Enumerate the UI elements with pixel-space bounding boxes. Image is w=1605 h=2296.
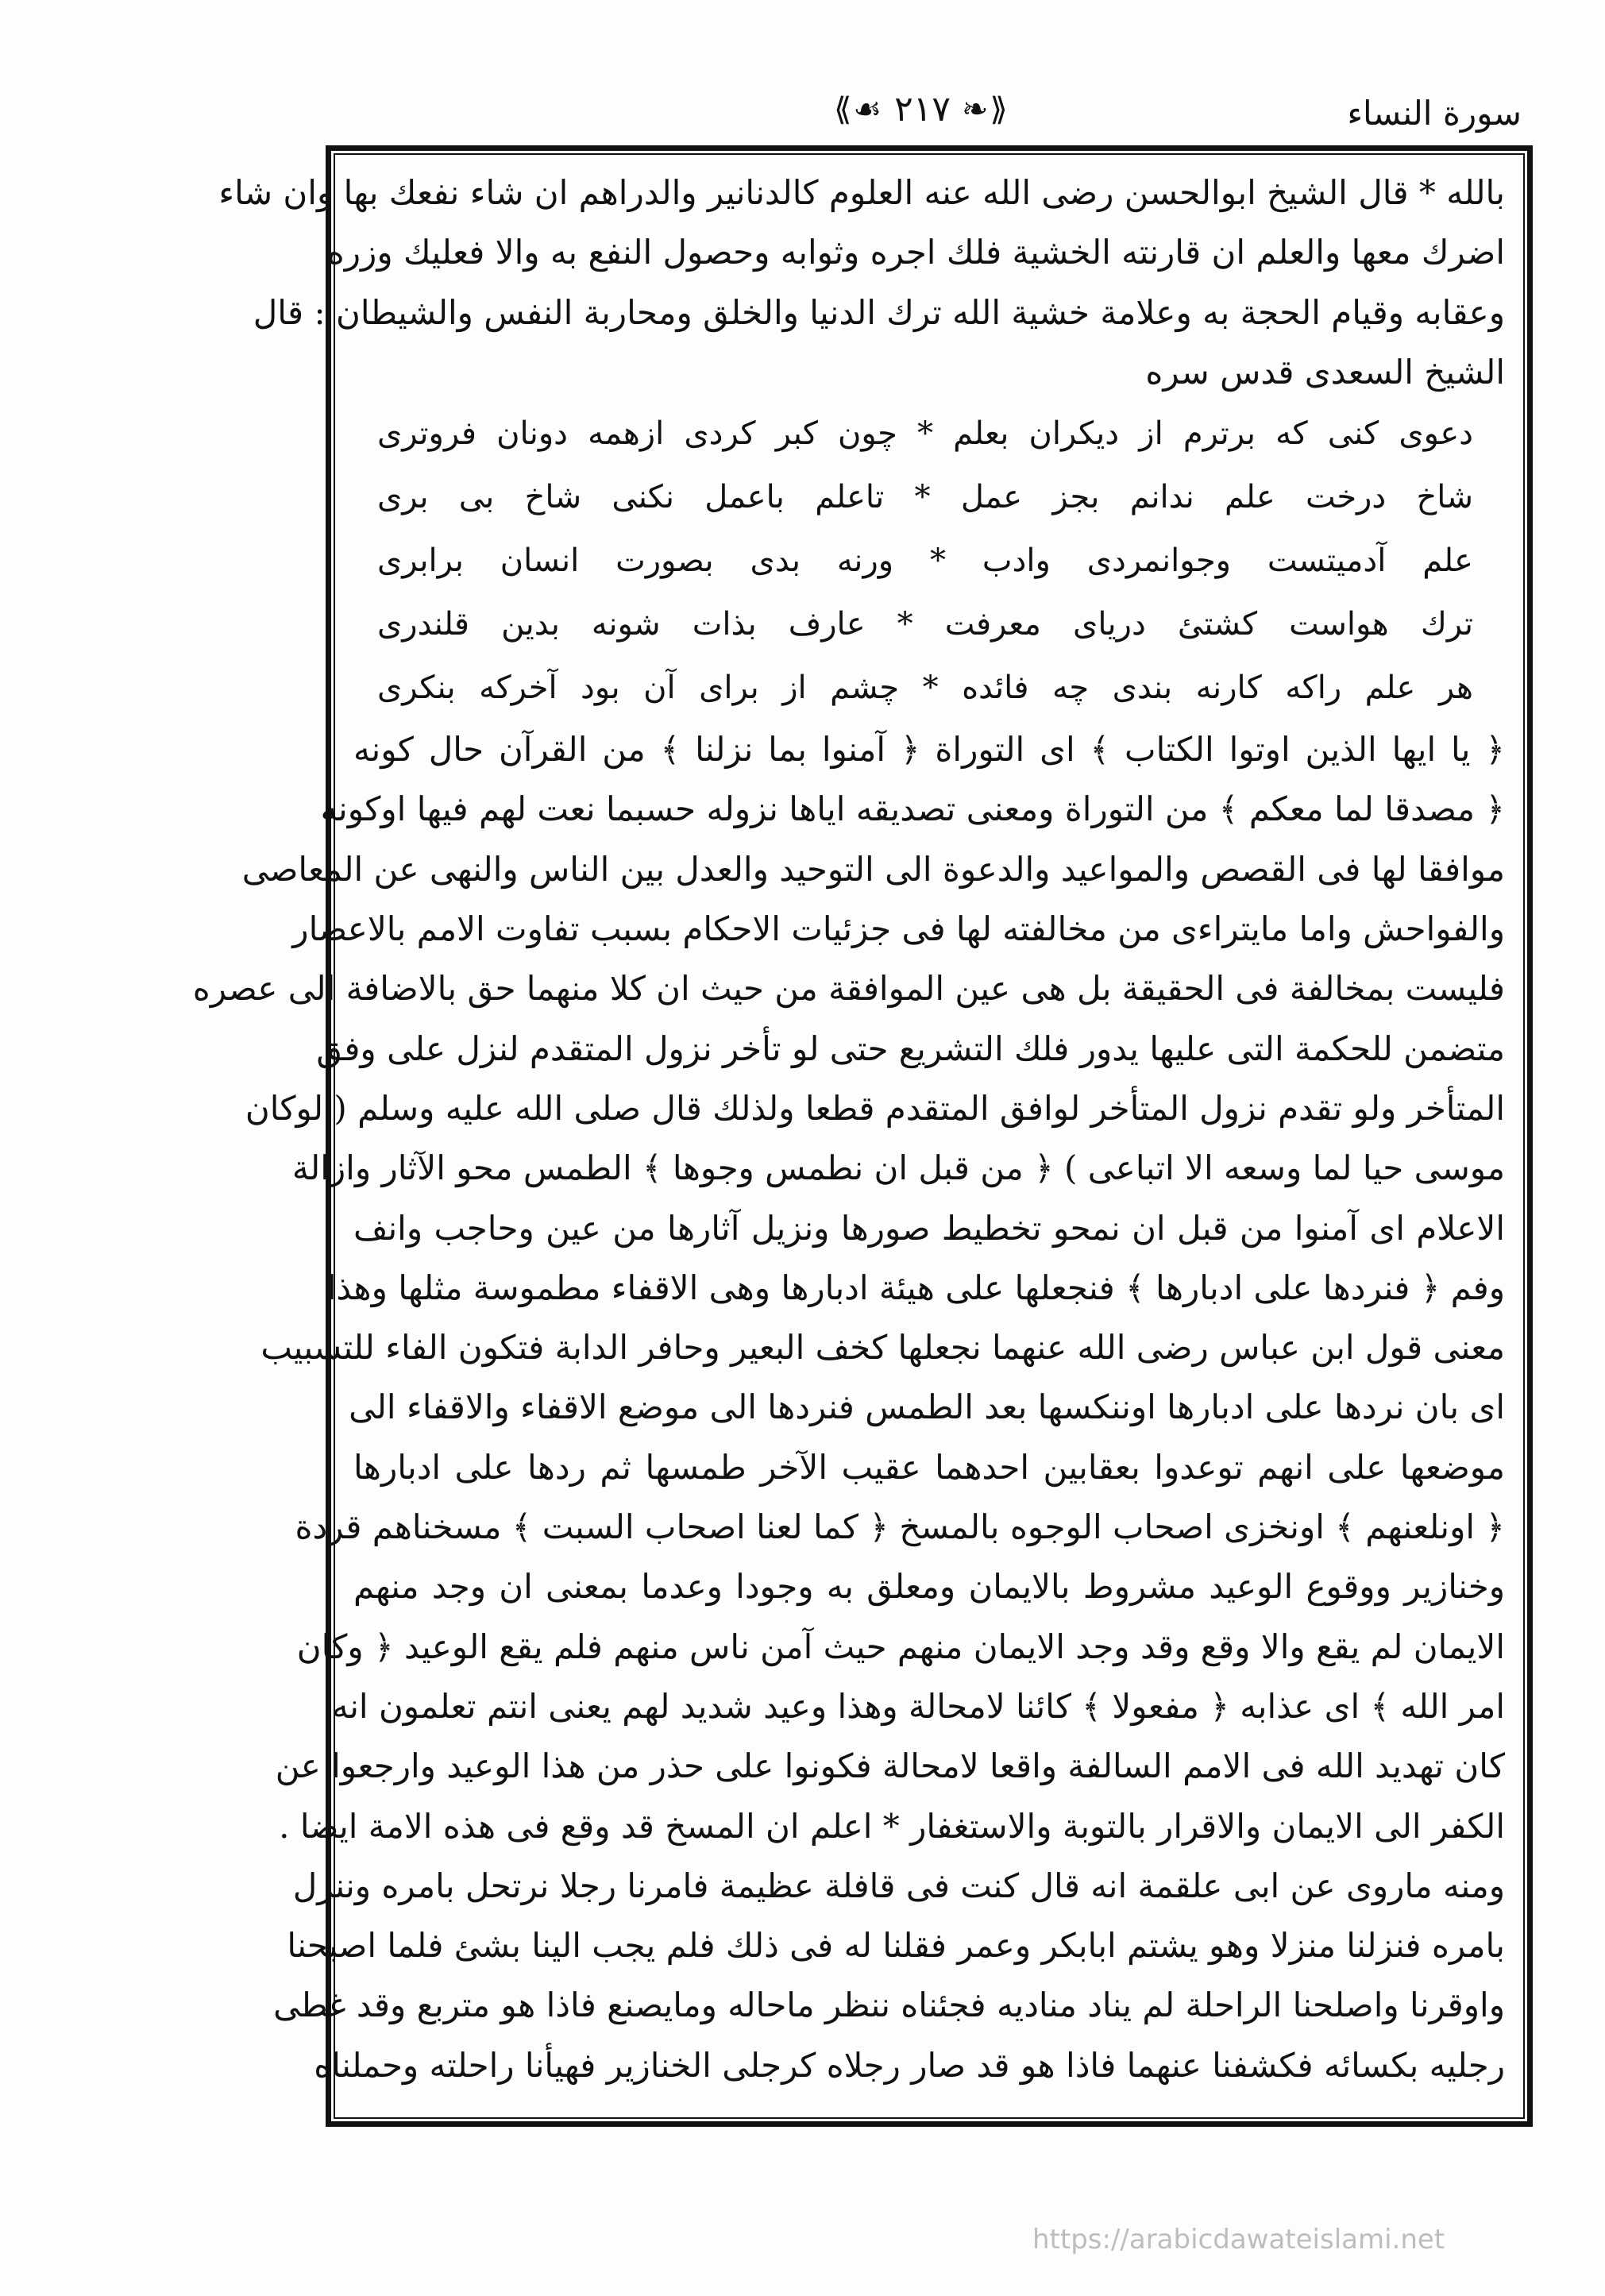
verse-line: دعوى كنى كه برترم از ديكران بعلم * چون كبر كردى ازهمه دونان فروترى [377, 415, 1473, 453]
verse-line: شاخ درخت علم ندانم بجز عمل * تاعلم باعمل نكنى شاخ بى برى [377, 479, 1473, 516]
text-line: الايمان لم يقع والا وقع وقد وجد الايمان منهم حيث آمن ناس منهم فلم يقع الوعيد ﴿ وكان [296, 1626, 1505, 1666]
text-line: موافقا لها فى القصص والمواعيد والدعوة الى التوحيد والعدل بين الناس والنهى عن المعاصى [241, 849, 1505, 889]
text-line: موضعها على انهم توعدوا بعقابين احدهما عقيب الآخر طمسها ثم ردها على ادبارها [353, 1447, 1505, 1487]
verse-line: ترك هواست كشتئ درياى معرفت * عارف بذات شونه بدين قلندرى [377, 606, 1473, 643]
page-header [0, 0, 1605, 159]
source-url[interactable]: https://arabicdawateislami.net [1032, 2224, 1445, 2255]
text-line: اى بان نردها على ادبارها اوننكسها بعد الطمس فنردها الى موضع الاقفاء والاقفاء الى [349, 1387, 1505, 1427]
text-line: ومنه ماروى عن ابى علقمة انه قال كنت فى قافلة عظيمة فامرنا رجلا نرتحل بامره وننزل [292, 1866, 1505, 1905]
text-line: الاعلام اى آمنوا من قبل ان نمحو تخطيط صورها ونزيل آثارها من عين وحاجب وانف [353, 1208, 1505, 1248]
text-line: رجليه بكسائه فكشفنا عنهما فاذا هو قد صار رجلاه كرجلى الخنازير فهيأنا راحلته وحملناه [314, 2045, 1505, 2085]
text-line: الكفر الى الايمان والاقرار بالتوبة والاستغفار * اعلم ان المسخ قد وقع فى هذه الامة ايضا . [279, 1806, 1505, 1846]
text-line: بامره فنزلنا منزلا وهو يشتم ابابكر وعمر فقلنا له فى ذلك فلم يجب الينا بشئ فلما اصبحنا [287, 1926, 1505, 1966]
text-line: الشيخ السعدى قدس سره [1145, 352, 1505, 392]
text-line: متضمن للحكمة التى عليها يدور فلك التشريع حتى لو تأخر نزول المتقدم لنزل على وفق [316, 1028, 1505, 1068]
text-line: بالله * قال الشيخ ابوالحسن رضى الله عنه العلوم كالدنانير والدراهم ان شاء نفعك بها وان شاء [218, 173, 1505, 212]
text-line: المتأخر ولو تقدم نزول المتأخر لوافق المتقدم قطعا ولذلك قال صلى الله عليه وسلم ( لوكان [245, 1088, 1505, 1128]
text-line: والفواحش واما مايتراءى من مخالفته لها فى جزئيات الاحكام بسبب تفاوت الامم بالاعصار [292, 909, 1505, 949]
text-line: وفم ﴿ فنردها على ادبارها ﴾ فنجعلها على هيئة ادبارها وهى الاقفاء مطموسة مثلها وهذا [326, 1268, 1505, 1307]
text-line: ﴿ مصدقا لما معكم ﴾ من التوراة ومعنى تصديقه اياها نزوله حسبما نعت لهم فيها اوكونه [320, 789, 1505, 829]
page-number-text: ٢١٧ [894, 89, 951, 129]
verse-line: هر علم راكه كارنه بندى چه فائده * چشم از براى آن بود آخركه بنكرى [377, 670, 1473, 707]
text-line: وعقابه وقيام الحجة به وعلامة خشية الله ترك الدنيا والخلق ومحاربة النفس والشيطان : قال [253, 292, 1505, 332]
text-line: واوقرنا واصلحنا الراحلة لم يناد مناديه فجئناه ننظر ماحاله ومايصنع فاذا هو متربع وقد غطى [273, 1985, 1505, 2025]
text-line: فليست بمخالفة فى الحقيقة بل هى عين الموافقة من حيث ان كلا منهما حق بالاضافة الى عصره [192, 969, 1505, 1009]
text-line: كان تهديد الله فى الامم السالفة واقعا لامحالة فكونوا على حذر من هذا الوعيد وارجعوا عن [275, 1746, 1505, 1786]
page-number [834, 89, 1009, 129]
ornament-right-icon: ☙⟫ [834, 91, 884, 128]
persian-verse-block [353, 402, 1505, 720]
text-line: امر الله ﴾ اى عذابه ﴿ مفعولا ﴾ كائنا لامحالة وهذا وعيد شديد لهم يعنى انتم تعلمون انه [331, 1686, 1505, 1726]
ornament-left-icon: ⟪❧ [962, 91, 1009, 128]
text-line: موسى حيا لما وسعه الا اتباعى ) ﴿ من قبل ان نطمس وجوها ﴾ الطمس محو الآثار وازالة [291, 1148, 1505, 1188]
surah-title: سورة النساء [1347, 94, 1522, 133]
page-body [192, 163, 1505, 2109]
text-line: ﴿ يا ايها الذين اوتوا الكتاب ﴾ اى التوراة ﴿ آمنوا بما نزلنا ﴾ من القرآن حال كونه [353, 730, 1505, 770]
text-line: ﴿ اونلعنهم ﴾ اونخزى اصحاب الوجوه بالمسخ ﴿ كما لعنا اصحاب السبت ﴾ مسخناهم قردة [295, 1507, 1505, 1547]
text-line: معنى قول ابن عباس رضى الله عنهما نجعلها كخف البعير وحافر الدابة فتكون الفاء للتسبيب [260, 1328, 1505, 1368]
text-line: وخنازير ووقوع الوعيد مشروط بالايمان ومعلق به وجودا وعدما بمعنى ان وجد منهم [353, 1567, 1505, 1607]
text-line: اضرك معها والعلم ان قارنته الخشية فلك اجره وثوابه وحصول النفع به والا فعليك وزره [326, 233, 1505, 272]
verse-line: علم آدميتست وجوانمردى وادب * ورنه بدى بصورت انسان برابرى [377, 542, 1473, 580]
